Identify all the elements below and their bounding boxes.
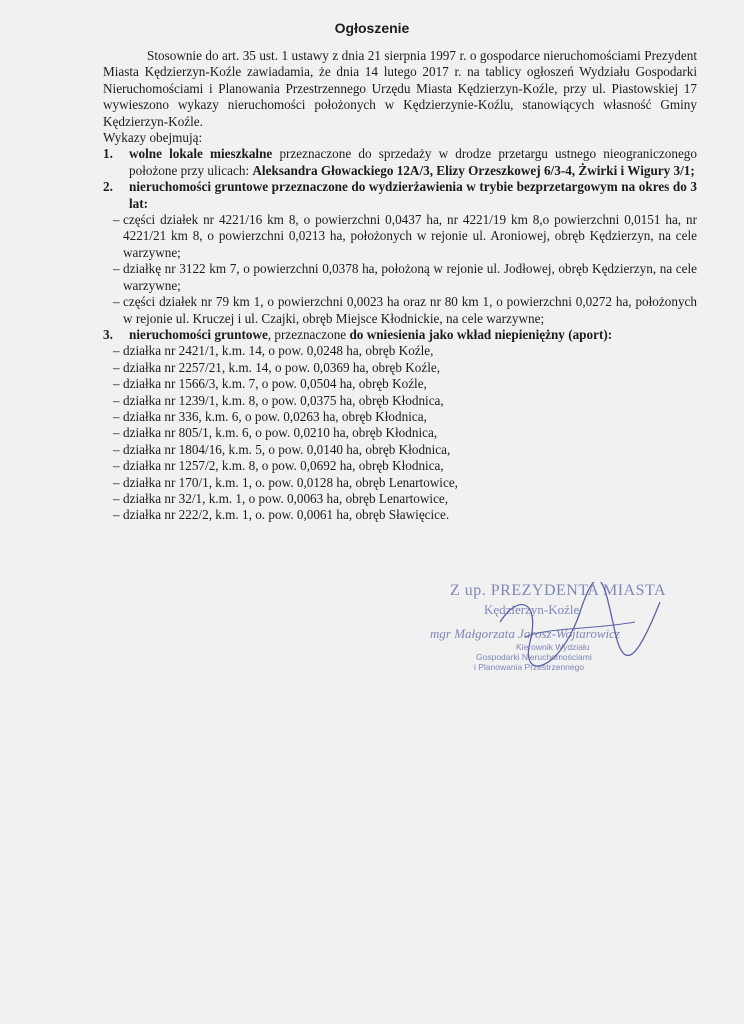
section-number: 1.: [103, 146, 113, 162]
list-item: – działka nr 170/1, k.m. 1, o. pow. 0,0128 ha, obręb Lenartowice,: [113, 474, 458, 490]
list-item: – działka nr 805/1, k.m. 6, o pow. 0,0210 ha, obręb Kłodnica,: [113, 425, 438, 441]
stamp-line: i Planowania Przestrzennego: [474, 662, 585, 672]
section-text: , przeznaczone: [267, 326, 350, 342]
stamp-line: Kierownik Wydziału: [516, 642, 590, 652]
list-item: – działka nr 1566/3, k.m. 7, o pow. 0,0504 ha, obręb Koźle,: [113, 376, 427, 392]
section-2: [103, 179, 697, 327]
stamp-line: Gospodarki Nieruchomościami: [476, 652, 592, 662]
stamp-line: Kędzierzyn-Koźle: [484, 602, 580, 617]
list-item: – działka nr 222/2, k.m. 1, o. pow. 0,0061 ha, obręb Sławięcice.: [113, 507, 450, 523]
list-item: – działkę nr 3122 km 7, o powierzchni 0,0378 ha, położoną w rejonie ul. Jodłowej, obręb Kędzierzyn, na cele warzywne;: [113, 261, 697, 293]
section-3: [103, 327, 697, 524]
signature-scribble: [430, 582, 700, 692]
list-item: – działka nr 2257/21, k.m. 14, o pow. 0,0369 ha, obręb Koźle,: [113, 359, 441, 375]
list-item: – działka nr 1239/1, k.m. 8, o pow. 0,0375 ha, obręb Kłodnica,: [113, 392, 444, 408]
section-text: przeznaczone do sprzedaży w drodze przetargu ustnego nieograniczonego położone przy ulicach:: [129, 146, 697, 178]
section-number: 2.: [103, 179, 113, 195]
list-item: – działka nr 1257/2, k.m. 8, o pow. 0,0692 ha, obręb Kłodnica,: [113, 458, 444, 474]
section-tail: do wniesienia jako wkład niepieniężny (aport):: [349, 326, 613, 342]
lease-list: [103, 212, 697, 327]
document-body: [103, 48, 697, 524]
page-title: Ogłoszenie: [334, 20, 410, 36]
list-item: – działka nr 336, k.m. 6, o pow. 0,0263 ha, obręb Kłodnica,: [113, 408, 427, 424]
list-item: – działka nr 32/1, k.m. 1, o pow. 0,0063 ha, obręb Lenartowice,: [113, 490, 449, 506]
section-lead: nieruchomości gruntowe przeznaczone do wydzierżawienia w trybie bezprzetargowym na okres do 3 lat:: [129, 179, 697, 211]
section-number: 3.: [103, 326, 113, 342]
parcel-list: [103, 343, 697, 523]
list-item: – działka nr 1804/16, k.m. 5, o pow. 0,0140 ha, obręb Kłodnica,: [113, 441, 451, 457]
stamp-line: Z up. PREZYDENTA MIASTA: [450, 582, 667, 599]
list-item: – części działek nr 79 km 1, o powierzchni 0,0023 ha oraz nr 80 km 1, o powierzchni 0,0272 ha, położonych w rejonie ul. Kruczej i ul. Czajki, obręb Miejsce Kłodnickie, na cele warzywne;: [113, 294, 697, 326]
section-1: [103, 146, 697, 179]
section-lead: nieruchomości gruntowe: [129, 326, 268, 342]
lists-heading: Wykazy obejmują:: [103, 130, 203, 146]
list-item: – działka nr 2421/1, k.m. 14, o pow. 0,0248 ha, obręb Koźle,: [113, 343, 434, 359]
stamp-line: mgr Małgorzata Jarosz-Wojtarowicz: [430, 626, 620, 641]
intro-paragraph: Stosownie do art. 35 ust. 1 ustawy z dnia 21 sierpnia 1997 r. o gospodarce nieruchomościami Prezydent Miasta Kędzierzyn-Koźle zawiadamia, że dnia 14 lutego 2017 r. na tablicy ogłoszeń Wydziału Gospodarki Nieruchomościami i Planowania Przestrzennego Urzędu Miasta Kędzierzyn-Koźle, przy ul. Piastowskiej 17 wywieszono wykazy nieruchomości położonych w Kędzierzynie-Koźlu, stanowiących własność Gminy Kędzierzyn-Koźle.: [103, 48, 697, 129]
official-stamp: [430, 582, 700, 692]
list-item: – części działek nr 4221/16 km 8, o powierzchni 0,0437 ha, nr 4221/19 km 8,o powierzchni 0,0151 ha, nr 4221/21 km 8, o powierzchni 0,0213 ha, położonych w rejonie ul. Aroniowej, obręb Kędzierzyn, na cele warzywne;: [113, 212, 697, 260]
section-lead: wolne lokale mieszkalne: [129, 146, 273, 162]
section-addresses: Aleksandra Głowackiego 12A/3, Elizy Orzeszkowej 6/3-4, Żwirki i Wigury 3/1;: [252, 162, 695, 178]
